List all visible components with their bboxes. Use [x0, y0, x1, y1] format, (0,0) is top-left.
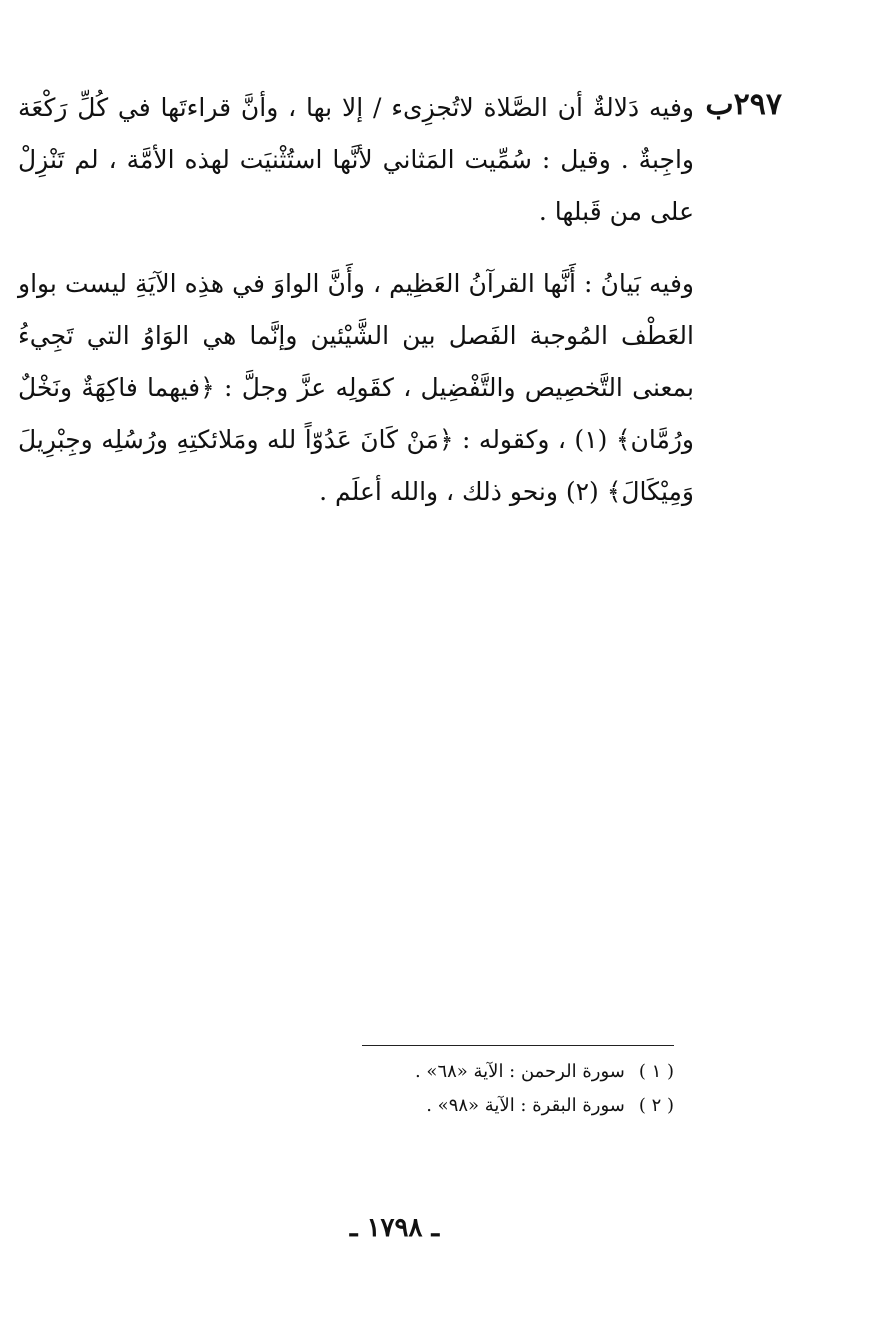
footnote-1	[314, 1055, 674, 1089]
page-number: ـ ١٧٩٨ ـ	[349, 1213, 440, 1243]
margin-page-reference: ٢٩٧ب	[705, 87, 782, 122]
footnote-1-text: سورة الرحمن : الآية «٦٨» .	[414, 1061, 625, 1082]
footnote-2	[314, 1089, 674, 1123]
footnote-separator	[362, 1045, 674, 1046]
body-text	[18, 82, 694, 518]
footnotes	[314, 1055, 674, 1123]
paragraph-1: وفيه دَلالةٌ أن الصَّلاة لاتُجزِىء / إلا بها ، وأنَّ قراءتَها في كُلِّ رَكْعَة واجِبةٌ . وقيل : سُمِّيت المَثاني لأنَّها استُثْنيَت لهذه الأمَّة ، لم تَنْزِلْ على من قَبلها .	[18, 93, 694, 226]
paragraph-2: وفيه بَيانُ : أَنَّها القرآنُ العَظِيم ، وأَنَّ الواوَ في هذِه الآيَةِ ليست بواو العَطْف المُوجبة الفَصل بين الشَّيْئين وإنَّما هي الوَاوُ التي تَجِيءُ بمعنى التَّخصِيص والتَّفْضِيل ، كقَولِه عزَّ وجلَّ : ﴿فيهما فاكِهَةٌ ونَخْلٌ ورُمَّان﴾ (١) ، وكقوله : ﴿مَنْ كَانَ عَدُوّاً لله ومَلائكتِهِ ورُسُلِه وجِبْرِيلَ وَمِيْكَالَ﴾ (٢) ونحو ذلك ، والله أعلَم .	[18, 269, 694, 506]
footnote-2-text: سورة البقرة : الآية «٩٨» .	[426, 1095, 625, 1116]
footnote-2-mark: ( ٢ )	[638, 1095, 674, 1116]
footnote-1-mark: ( ١ )	[638, 1061, 674, 1082]
